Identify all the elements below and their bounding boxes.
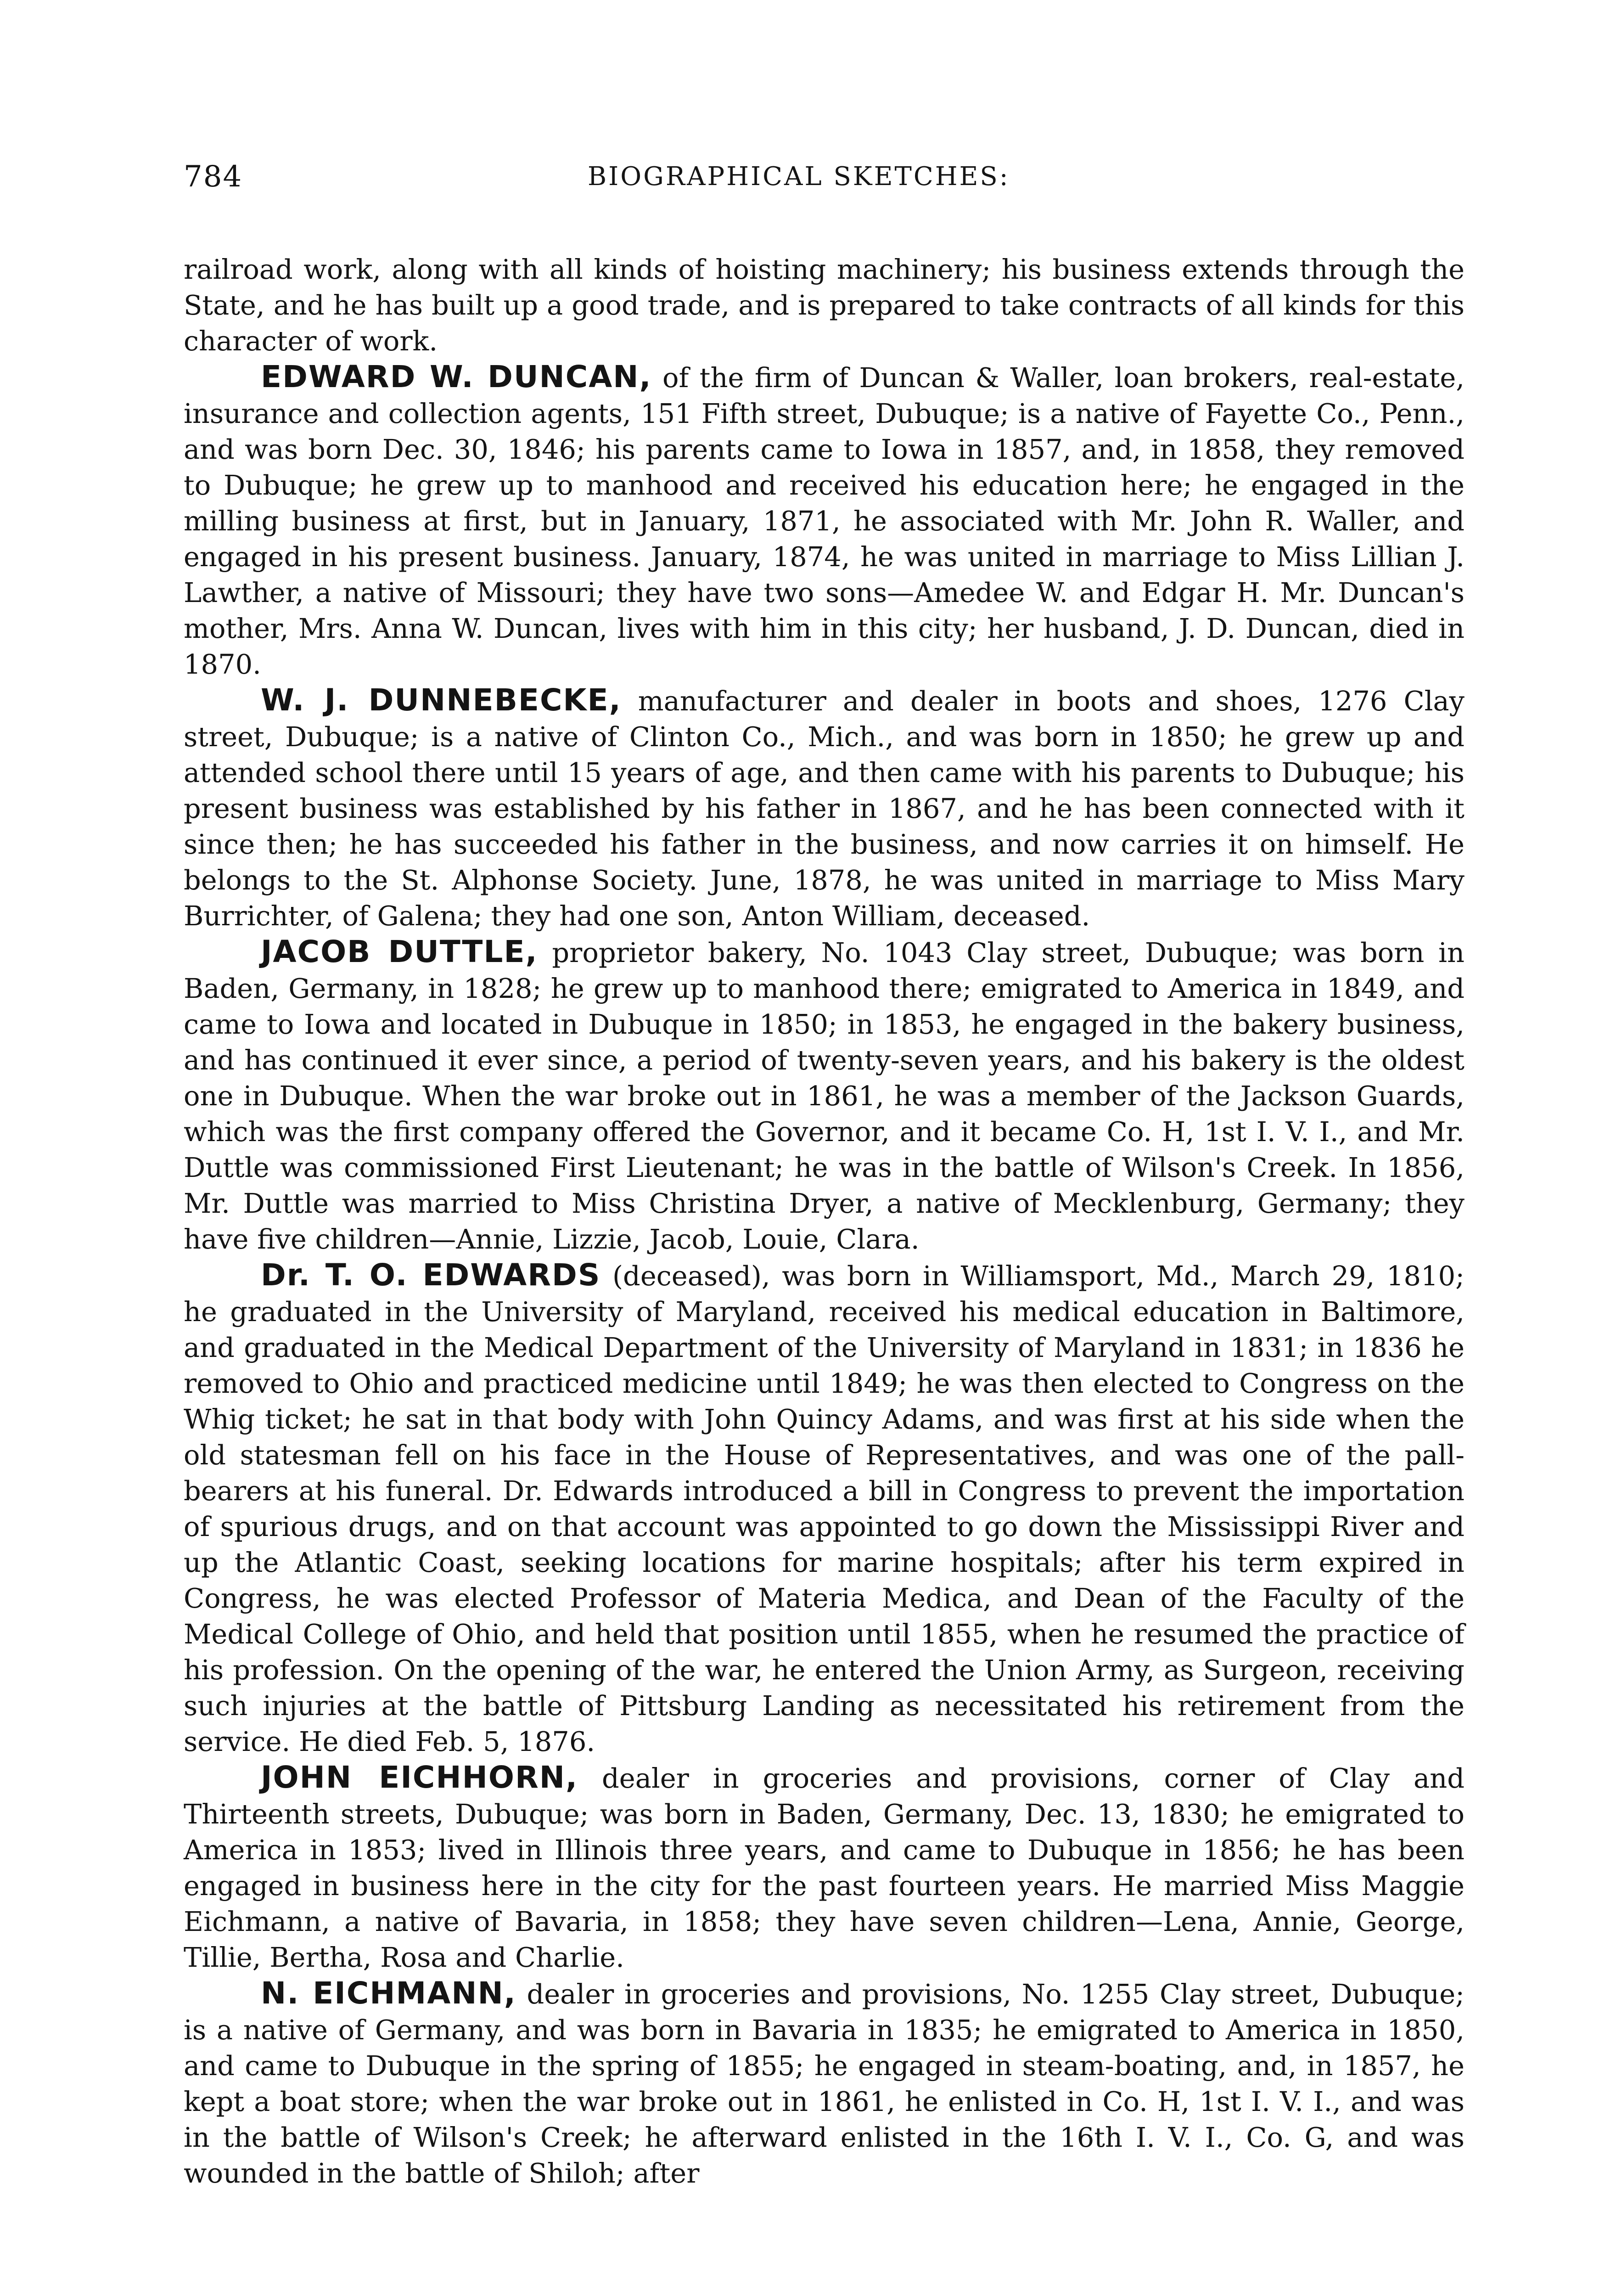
entry-text: proprietor bakery, No. 1043 Clay street, Dubuque; was born in Baden, Germany, in 1828; he grew up to manhood there; emigrated to America in 1849, and came to Iowa and located in Dubuque in 1850; in 1853, he engaged in the bakery business, and has continued it ever since, a period of twenty-seven years, and his bakery is the oldest one in Dubuque. When the war broke out in 1861, he was a member of the Jackson Guards, which was the first company offered the Governor, and it became Co. H, 1st I. V. I., and Mr. Duttle was commissioned First Lieutenant; he was in the battle of Wilson's Creek. In 1856, Mr. Duttle was married to Miss Christina Dryer, a native of Mecklenburg, Germany; they have five children—Annie, Lizzie, Jacob, Louie, Clara.	[184, 937, 1464, 1255]
sketch-edward-w-duncan	[184, 359, 1464, 682]
sketch-w-j-dunnebecke	[184, 682, 1464, 934]
entry-text: railroad work, along with all kinds of hoisting machinery; his business extends through the State, and he has built up a good trade, and is prepared to take contracts of all kinds for this character of work.	[184, 253, 1464, 357]
entry-text: manufacturer and dealer in boots and shoes, 1276 Clay street, Dubuque; is a native of Clinton Co., Mich., and was born in 1850; he grew up and attended school there until 15 years of age, and then came with his parents to Dubuque; his present business was established by his father in 1867, and he has been connected with it since then; he has succeeded his father in the business, and now carries it on himself. He belongs to the St. Alphonse Society. June, 1878, he was united in marriage to Miss Mary Burrichter, of Galena; they had one son, Anton William, deceased.	[184, 685, 1465, 932]
sketch-name: JACOB DUTTLE,	[261, 934, 538, 969]
sketch-jacob-duttle	[184, 934, 1464, 1257]
entry-text: (deceased), was born in Williamsport, Md., March 29, 1810; he graduated in the University of Maryland, received his medical education in Baltimore, and graduated in the Medical Department of the University of Maryland in 1831; in 1836 he removed to Ohio and practiced medicine until 1849; he was then elected to Congress on the Whig ticket; he sat in that body with John Quincy Adams, and was first at his side when the old statesman fell on his face in the House of Representatives, and was one of the pall-bearers at his funeral. Dr. Edwards introduced a bill in Congress to prevent the importation of spurious drugs, and on that account was appointed to go down the Mississippi River and up the Atlantic Coast, seeking locations for marine hospitals; after his term expired in Congress, he was elected Professor of Materia Medica, and Dean of the Faculty of the Medical College of Ohio, and held that position until 1855, when he resumed the practice of his profession. On the opening of the war, he entered the Union Army, as Surgeon, receiving such injuries at the battle of Pittsburg Landing as necessitated his retirement from the service. He died Feb. 5, 1876.	[184, 1260, 1465, 1757]
sketch-t-o-edwards	[184, 1257, 1464, 1760]
entry-text: of the firm of Duncan & Waller, loan brokers, real-estate, insurance and collection agents, 151 Fifth street, Dubuque; is a native of Fayette Co., Penn., and was born Dec. 30, 1846; his parents came to Iowa in 1857, and, in 1858, they removed to Dubuque; he grew up to manhood and received his education here; he engaged in the milling business at first, but in January, 1871, he associated with Mr. John R. Waller, and engaged in his present business. January, 1874, he was united in marriage to Miss Lillian J. Lawther, a native of Missouri; they have two sons—Amedee W. and Edgar H. Mr. Duncan's mother, Mrs. Anna W. Duncan, lives with him in this city; her husband, J. D. Duncan, died in 1870.	[184, 362, 1464, 680]
page-header	[184, 152, 1464, 202]
sketch-name: JOHN EICHHORN,	[261, 1760, 578, 1795]
entry-text: dealer in groceries and provisions, corner of Clay and Thirteenth streets, Dubuque; was born in Baden, Germany, Dec. 13, 1830; he emigrated to America in 1853; lived in Illinois three years, and came to Dubuque in 1856; he has been engaged in business here in the city for the past fourteen years. He married Miss Maggie Eichmann, a native of Bavaria, in 1858; they have seven children—Lena, Annie, George, Tillie, Bertha, Rosa and Charlie.	[184, 1762, 1464, 1973]
sketch-n-eichmann	[184, 1975, 1464, 2191]
sketch-john-eichhorn	[184, 1760, 1464, 1975]
sketch-name: EDWARD W. DUNCAN,	[261, 359, 652, 394]
sketch-name: W. J. DUNNEBECKE,	[261, 682, 622, 718]
body-text	[184, 252, 1464, 2296]
page-number: 784	[184, 160, 243, 194]
running-head: BIOGRAPHICAL SKETCHES:	[588, 162, 1010, 191]
sketch-name: N. EICHMANN,	[261, 1975, 516, 2011]
sketch-name: Dr. T. O. EDWARDS	[261, 1257, 601, 1293]
entry-text: dealer in groceries and provisions, No. 1255 Clay street, Dubuque; is a native of Germany, and was born in Bavaria in 1835; he emigrated to America in 1850, and came to Dubuque in the spring of 1855; he engaged in steam-boating, and, in 1857, he kept a boat store; when the war broke out in 1861, he enlisted in Co. H, 1st I. V. I., and was in the battle of Wilson's Creek; he afterward enlisted in the 16th I. V. I., Co. G, and was wounded in the battle of Shiloh; after	[184, 1978, 1464, 2189]
continued-paragraph	[184, 252, 1464, 359]
